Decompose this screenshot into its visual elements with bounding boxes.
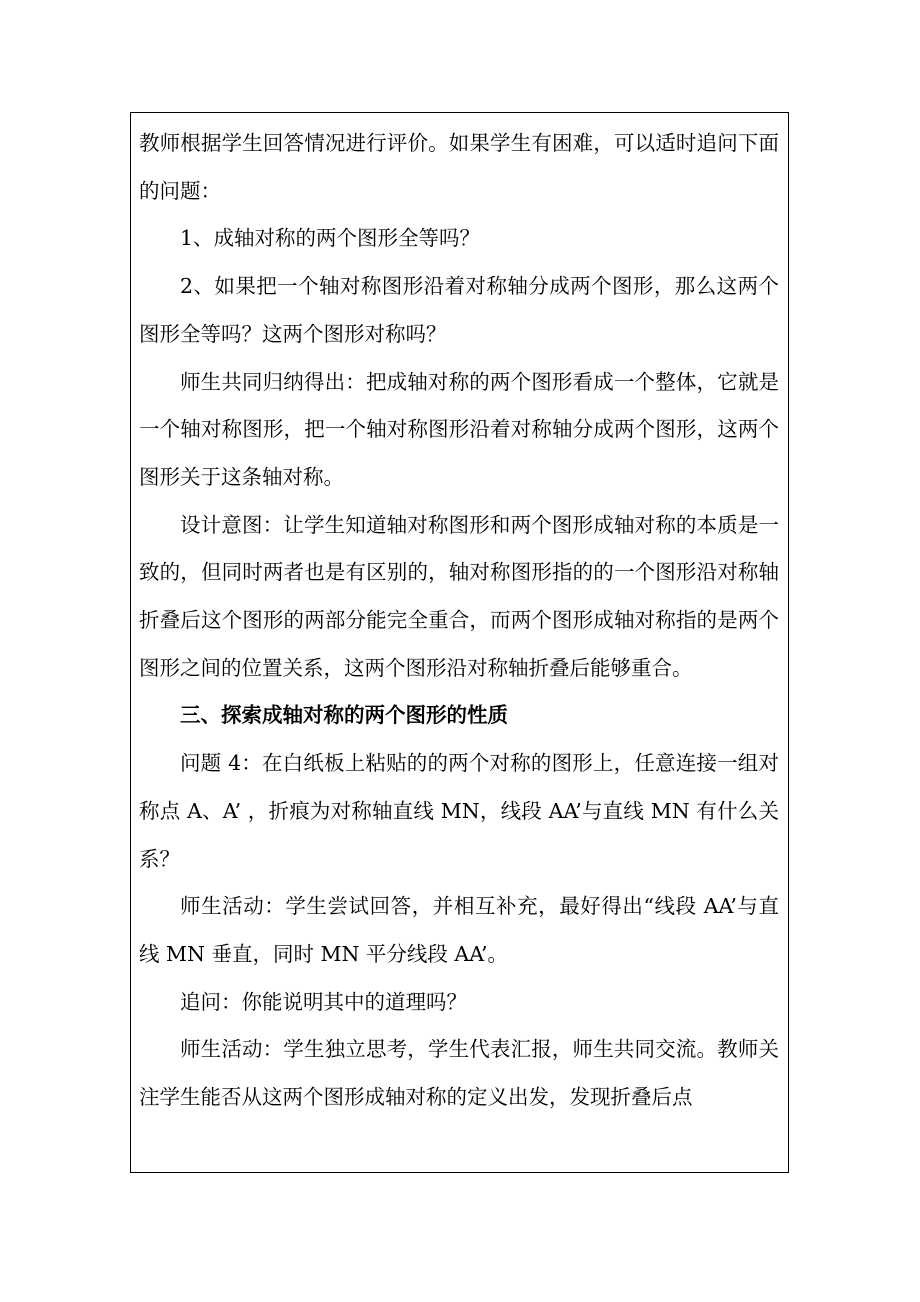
paragraph-activity-1: 师生活动：学生尝试回答，并相互补充，最好得出“线段 AA’与直线 MN 垂直，同时 MN 平分线段 AA’。	[139, 894, 779, 966]
paragraph-question-2: 2、如果把一个轴对称图形沿着对称轴分成两个图形，那么这两个图形全等吗？这两个图形对称吗？	[139, 274, 779, 346]
paragraph-problem-4: 问题 4：在白纸板上粘贴的的两个对称的图形上，任意连接一组对称点 A、A’ ，折痕为对称轴直线 MN，线段 AA’与直线 MN 有什么关系？	[139, 751, 779, 871]
paragraph-summary: 师生共同归纳得出：把成轴对称的两个图形看成一个整体，它就是一个轴对称图形，把一个轴对称图形沿着对称轴分成两个图形，这两个图形关于这条轴对称。	[139, 369, 779, 489]
document-body	[139, 120, 779, 1122]
paragraph-question-1: 1、成轴对称的两个图形全等吗？	[180, 226, 481, 251]
paragraph-design-intent: 设计意图：让学生知道轴对称图形和两个图形成轴对称的本质是一致的，但同时两者也是有区别的，轴对称图形指的的一个图形沿对称轴折叠后这个图形的两部分能完全重合，而两个图形成轴对称指的是两个图形之间的位置关系，这两个图形沿对称轴折叠后能够重合。	[139, 512, 779, 680]
table-cell-frame	[130, 112, 789, 1173]
paragraph-evaluation: 教师根据学生回答情况进行评价。如果学生有困难，可以适时追问下面的问题：	[139, 131, 779, 203]
paragraph-follow-up: 追问：你能说明其中的道理吗？	[180, 989, 467, 1014]
paragraph-activity-2: 师生活动：学生独立思考，学生代表汇报，师生共同交流。教师关注学生能否从这两个图形成轴对称的定义出发，发现折叠后点	[139, 1037, 779, 1110]
section-heading: 三、探索成轴对称的两个图形的性质	[180, 703, 508, 728]
